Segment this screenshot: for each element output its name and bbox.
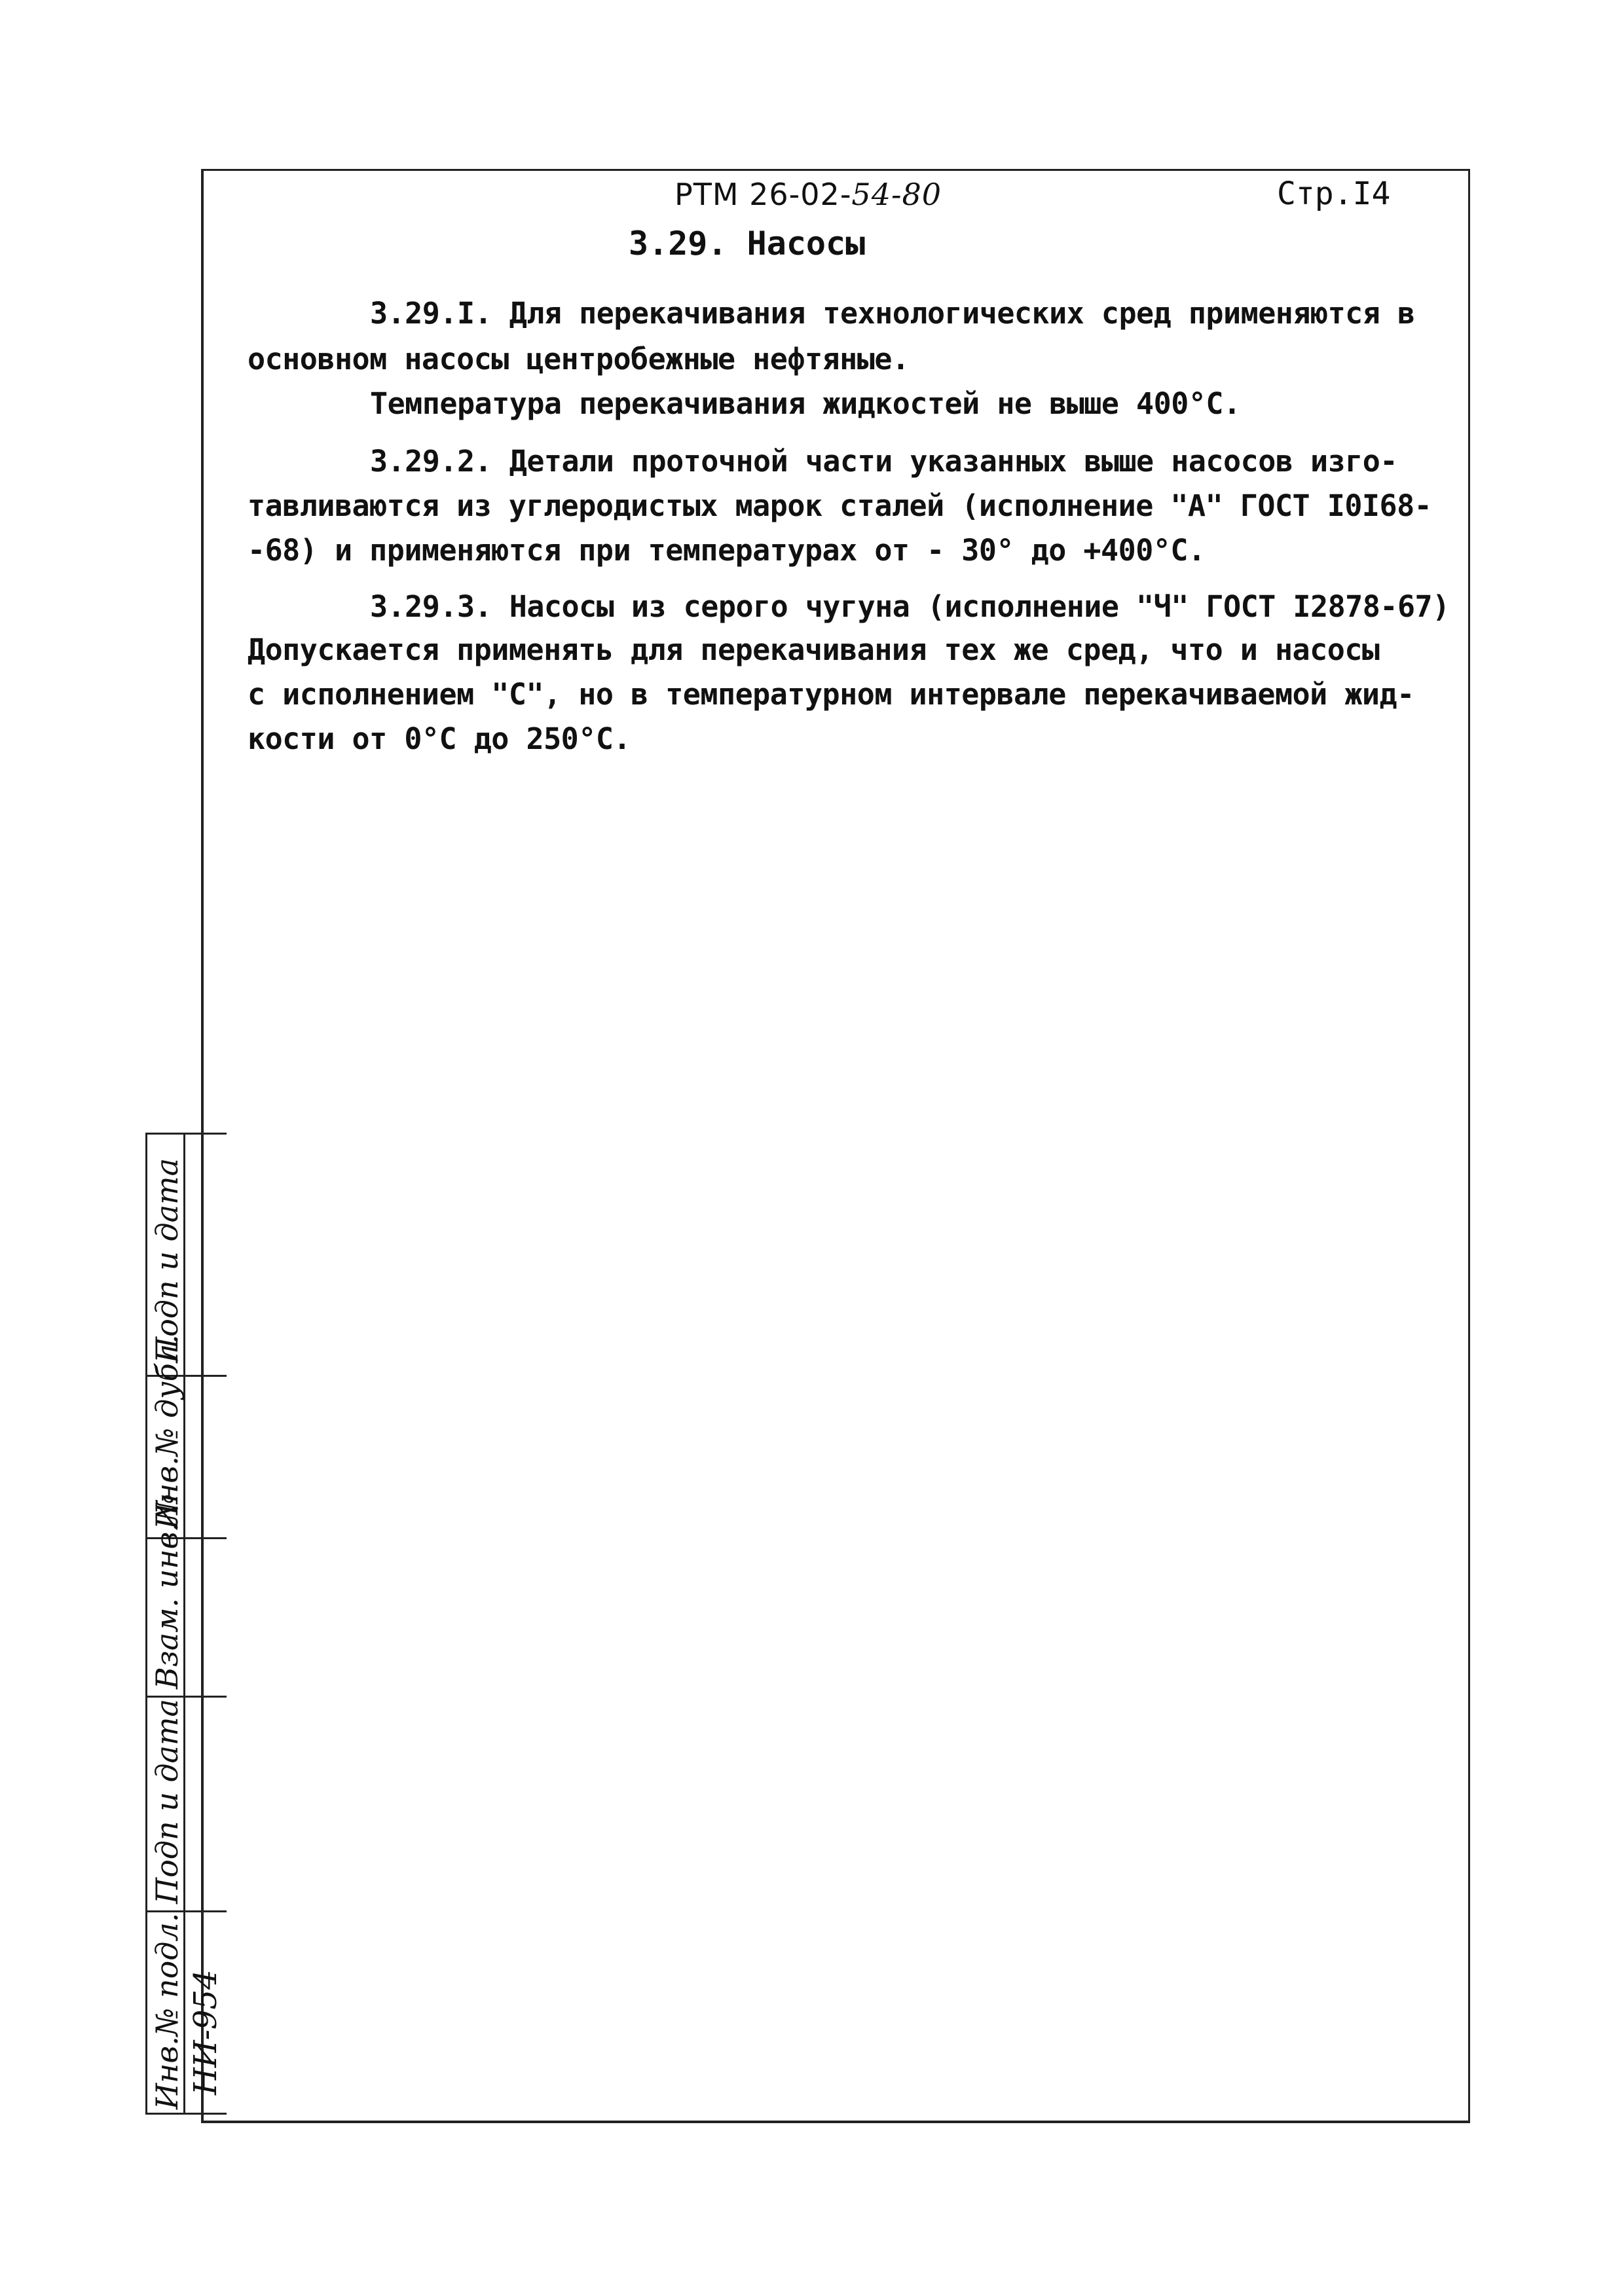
stamp-label-sign-date: Подп и дата	[149, 1157, 185, 1363]
paragraph-line: Температура перекачивания жидкостей не выше 400°С.	[370, 386, 1241, 421]
paragraph-line: Допускается применять для перекачивания тех же сред, что и насосы	[248, 632, 1380, 667]
document-code-suffix: 54-80	[851, 177, 942, 212]
paragraph-line: кости от 0°С до 250°С.	[248, 721, 631, 756]
stamp-label-replacement-inventory: Взам. инв.№	[149, 1493, 185, 1689]
paragraph-line: 3.29.I. Для перекачивания технологических сред применяются в	[370, 296, 1415, 331]
stamp-label-duplicate-inventory: Инв.№ дубл.	[149, 1334, 185, 1529]
inventory-number-handwritten: НИ-954	[187, 1969, 224, 2095]
document-code	[674, 177, 942, 212]
paragraph-line: 3.29.3. Насосы из серого чугуна (исполнение "Ч" ГОСТ I2878-67)	[370, 589, 1450, 624]
paragraph-line: с исполнением "С", но в температурном интервале перекачиваемой жид-	[248, 677, 1414, 712]
paragraph-line: основном насосы центробежные нефтяные.	[248, 342, 910, 376]
registration-stamp	[145, 1133, 227, 2115]
paragraph-line: -68) и применяются при температурах от - 30° до +400°С.	[248, 533, 1206, 568]
paragraph-line: 3.29.2. Детали проточной части указанных выше насосов изго-	[370, 444, 1397, 479]
section-title: 3.29. Насосы	[629, 225, 866, 263]
page-number: Стр.I4	[1277, 175, 1391, 212]
stamp-label-original-inventory: Инв.№ подл.	[149, 1912, 185, 2109]
document-code-prefix: РТМ 26-02-	[674, 177, 852, 212]
paragraph-line: тавливаются из углеродистых марок сталей (исполнение "А" ГОСТ I0I68-	[248, 488, 1432, 523]
stamp-label-sign-date: Подп и дата	[149, 1698, 185, 1904]
